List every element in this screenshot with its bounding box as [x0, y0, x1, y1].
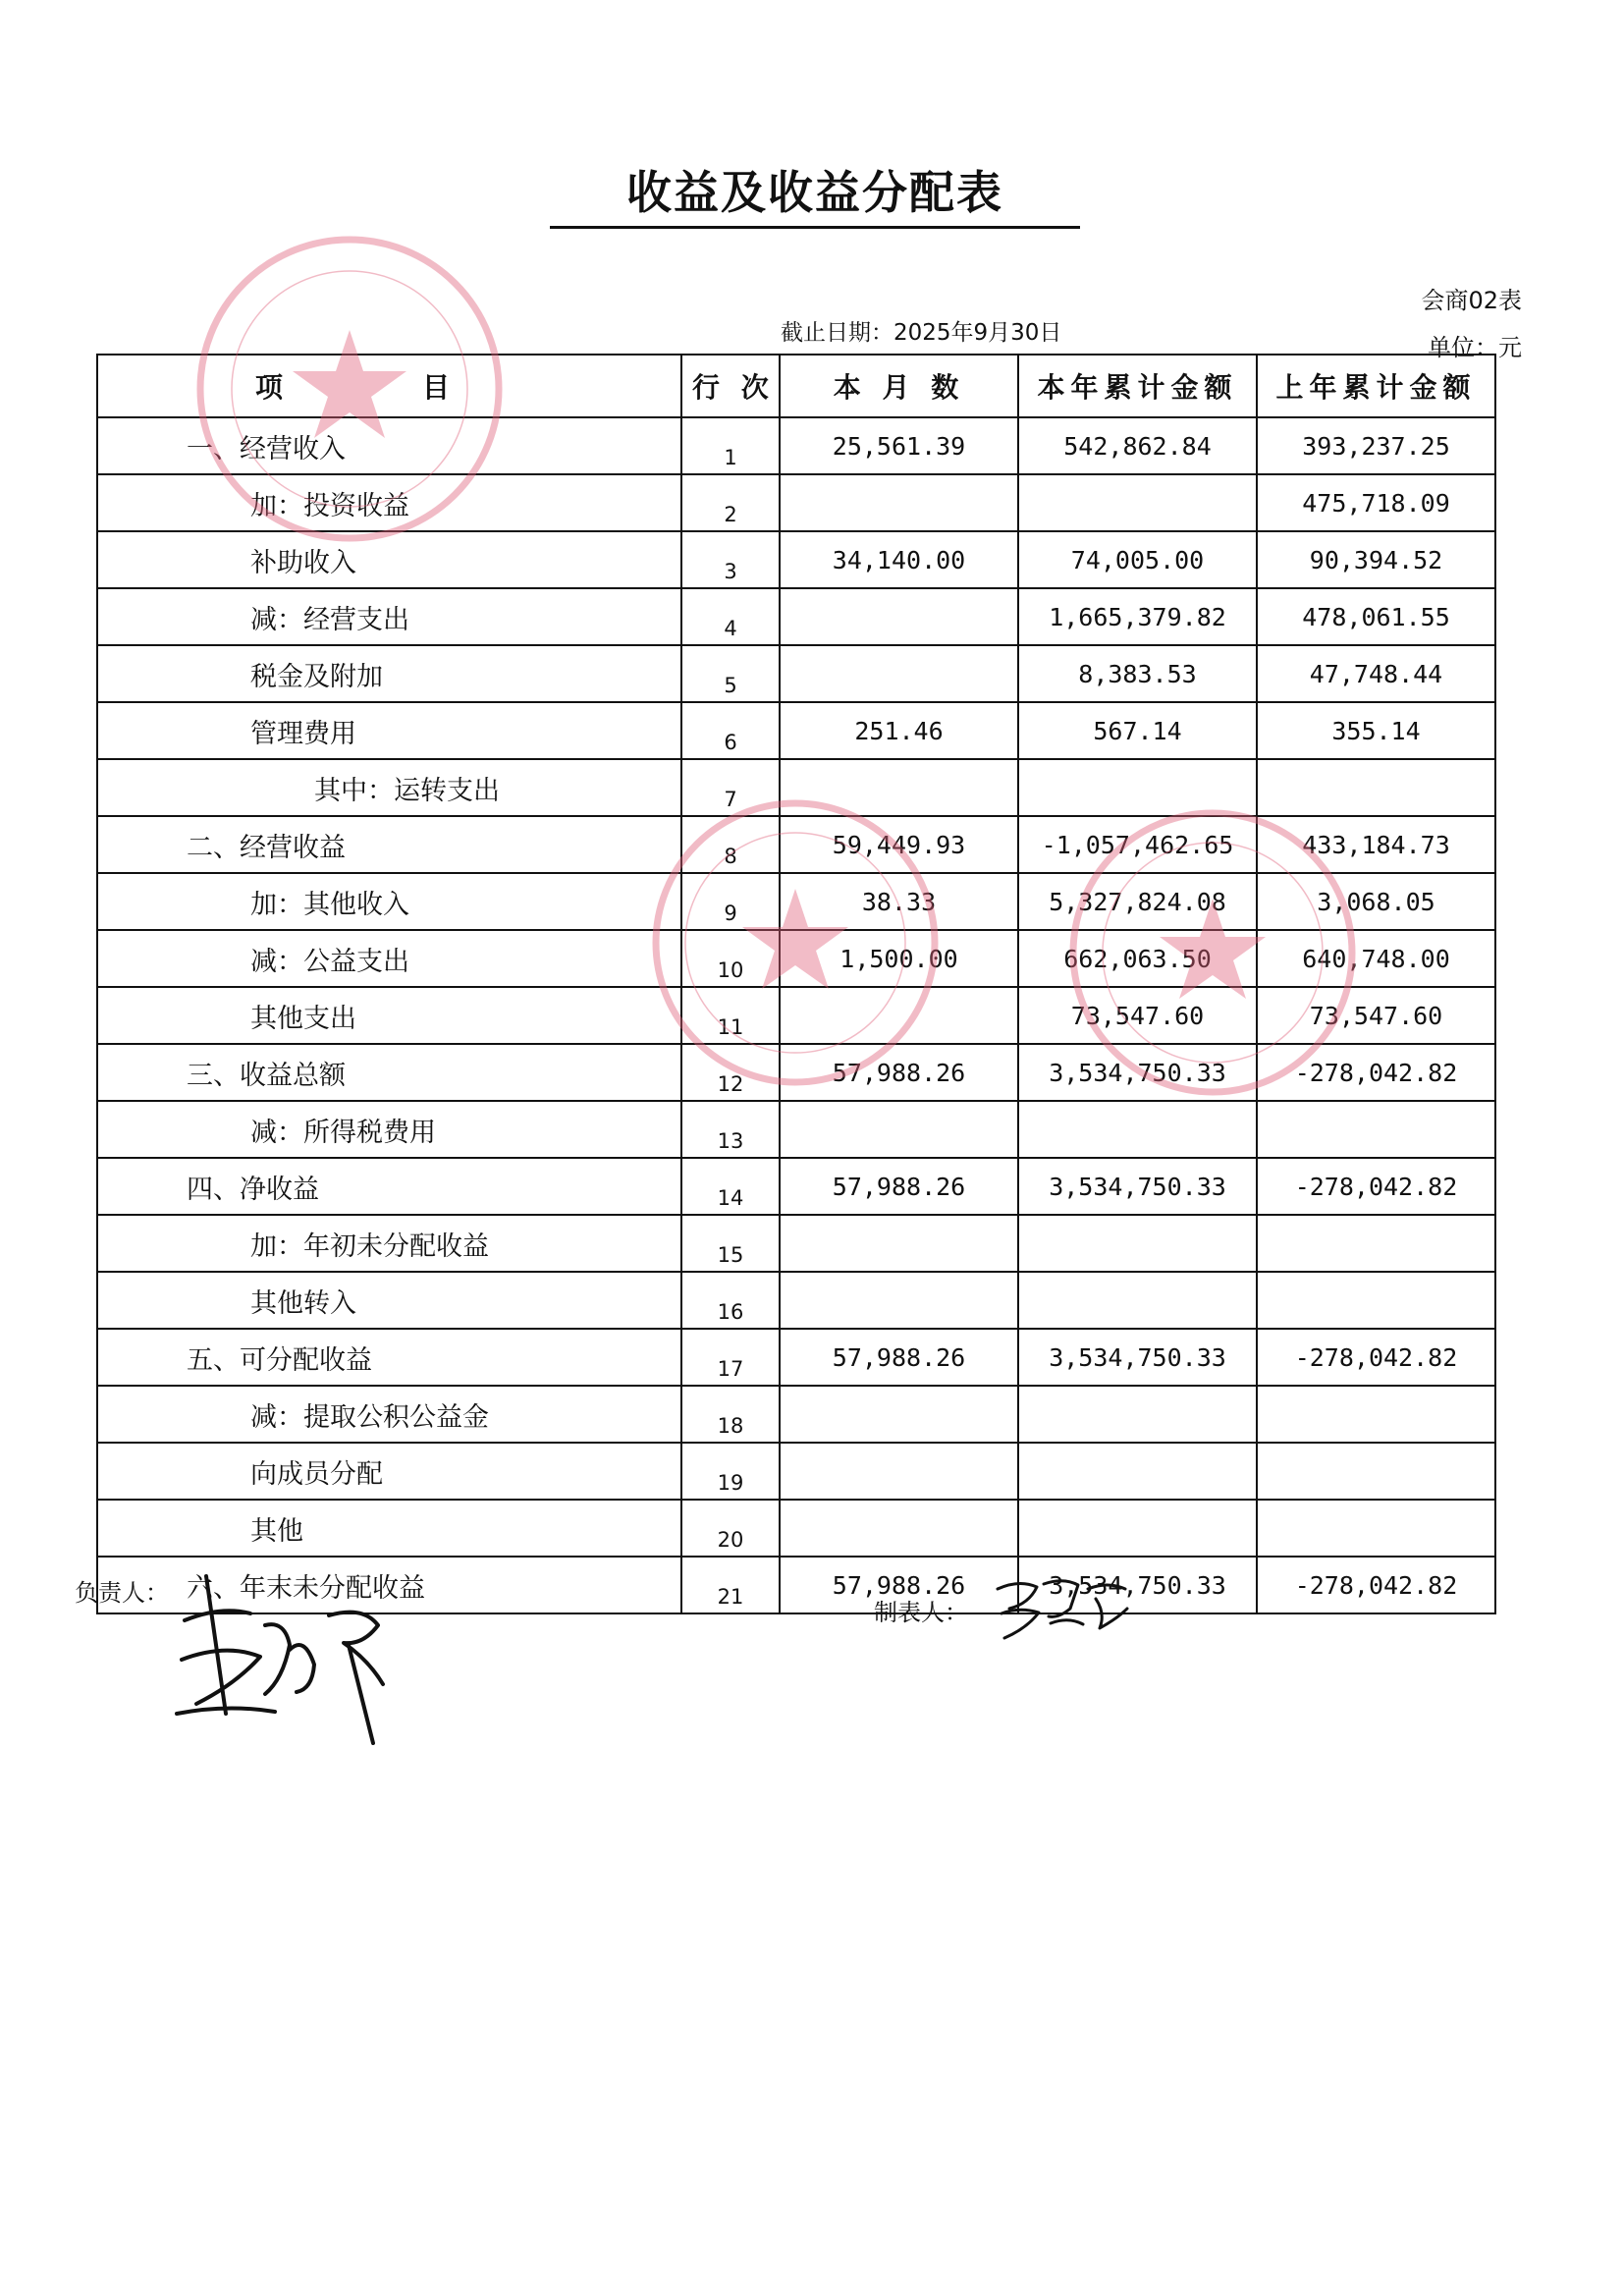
row-current-month: 57,988.26 — [780, 1158, 1018, 1215]
row-year-to-date: 3,534,750.33 — [1018, 1557, 1257, 1613]
table-row — [97, 1329, 1495, 1386]
row-line-number: 6 — [681, 702, 780, 759]
table-row — [97, 1101, 1495, 1158]
row-prior-year — [1257, 1386, 1495, 1443]
table-row — [97, 1386, 1495, 1443]
row-prior-year: -278,042.82 — [1257, 1557, 1495, 1613]
row-line-number: 13 — [681, 1101, 780, 1158]
column-header-item — [97, 355, 681, 417]
row-line-number: 7 — [681, 759, 780, 816]
table-row — [97, 759, 1495, 816]
row-prior-year: 3,068.05 — [1257, 873, 1495, 930]
currency-unit: 单位：元 — [1428, 334, 1522, 361]
row-prior-year: -278,042.82 — [1257, 1158, 1495, 1215]
row-year-to-date — [1018, 1215, 1257, 1272]
row-item-label: 补助收入 — [97, 531, 681, 588]
table-body — [97, 417, 1495, 1613]
row-current-month: 57,988.26 — [780, 1557, 1018, 1613]
row-current-month: 59,449.93 — [780, 816, 1018, 873]
row-current-month — [780, 1386, 1018, 1443]
row-prior-year: -278,042.82 — [1257, 1044, 1495, 1101]
row-current-month: 57,988.26 — [780, 1329, 1018, 1386]
row-prior-year — [1257, 1101, 1495, 1158]
table-header-row — [97, 355, 1495, 417]
row-item-label: 五、可分配收益 — [97, 1329, 681, 1386]
table-row — [97, 987, 1495, 1044]
row-year-to-date — [1018, 1101, 1257, 1158]
table-row — [97, 531, 1495, 588]
row-current-month — [780, 645, 1018, 702]
person-in-charge-label: 负责人： — [75, 1579, 169, 1607]
row-prior-year: -278,042.82 — [1257, 1329, 1495, 1386]
row-current-month: 34,140.00 — [780, 531, 1018, 588]
row-item-label: 其他 — [97, 1500, 681, 1557]
row-year-to-date: 74,005.00 — [1018, 531, 1257, 588]
row-line-number: 9 — [681, 873, 780, 930]
preparer-label: 制表人： — [874, 1599, 968, 1626]
form-code: 会商02表 — [1421, 287, 1522, 314]
table-row — [97, 816, 1495, 873]
row-year-to-date: -1,057,462.65 — [1018, 816, 1257, 873]
row-item-label: 减：所得税费用 — [97, 1101, 681, 1158]
table-row — [97, 1443, 1495, 1500]
row-current-month — [780, 588, 1018, 645]
row-line-number: 12 — [681, 1044, 780, 1101]
column-header-item-left: 项 — [255, 371, 284, 404]
row-item-label: 减：提取公积公益金 — [97, 1386, 681, 1443]
row-current-month: 25,561.39 — [780, 417, 1018, 474]
row-year-to-date — [1018, 1272, 1257, 1329]
row-item-label: 加：投资收益 — [97, 474, 681, 531]
row-item-label: 其他支出 — [97, 987, 681, 1044]
row-prior-year: 90,394.52 — [1257, 531, 1495, 588]
table-row — [97, 1215, 1495, 1272]
row-line-number: 8 — [681, 816, 780, 873]
table-row — [97, 873, 1495, 930]
row-prior-year — [1257, 759, 1495, 816]
row-year-to-date: 3,534,750.33 — [1018, 1329, 1257, 1386]
table-row — [97, 930, 1495, 987]
row-prior-year — [1257, 1215, 1495, 1272]
table-row — [97, 1272, 1495, 1329]
row-current-month: 38.33 — [780, 873, 1018, 930]
row-current-month: 1,500.00 — [780, 930, 1018, 987]
row-line-number: 1 — [681, 417, 780, 474]
row-current-month — [780, 759, 1018, 816]
row-prior-year: 478,061.55 — [1257, 588, 1495, 645]
income-distribution-table — [96, 354, 1496, 1614]
row-prior-year: 73,547.60 — [1257, 987, 1495, 1044]
row-item-label: 加：其他收入 — [97, 873, 681, 930]
table-row — [97, 702, 1495, 759]
row-line-number: 19 — [681, 1443, 780, 1500]
table-row — [97, 1500, 1495, 1557]
row-item-label: 减：经营支出 — [97, 588, 681, 645]
page-title: 收益及收益分配表 — [550, 157, 1080, 229]
column-header-line: 行 次 — [681, 355, 780, 417]
row-item-label: 六、年末未分配收益 — [97, 1557, 681, 1613]
row-prior-year: 393,237.25 — [1257, 417, 1495, 474]
row-current-month: 251.46 — [780, 702, 1018, 759]
row-current-month — [780, 1272, 1018, 1329]
table-row — [97, 588, 1495, 645]
row-line-number: 21 — [681, 1557, 780, 1613]
row-year-to-date: 73,547.60 — [1018, 987, 1257, 1044]
row-year-to-date: 567.14 — [1018, 702, 1257, 759]
table-row — [97, 1044, 1495, 1101]
row-current-month — [780, 1215, 1018, 1272]
row-line-number: 14 — [681, 1158, 780, 1215]
row-current-month — [780, 1101, 1018, 1158]
row-line-number: 20 — [681, 1500, 780, 1557]
row-prior-year: 475,718.09 — [1257, 474, 1495, 531]
row-item-label: 减：公益支出 — [97, 930, 681, 987]
row-year-to-date: 3,534,750.33 — [1018, 1044, 1257, 1101]
row-item-label: 三、收益总额 — [97, 1044, 681, 1101]
row-prior-year: 640,748.00 — [1257, 930, 1495, 987]
row-year-to-date: 542,862.84 — [1018, 417, 1257, 474]
row-prior-year: 355.14 — [1257, 702, 1495, 759]
row-line-number: 4 — [681, 588, 780, 645]
row-line-number: 15 — [681, 1215, 780, 1272]
row-line-number: 18 — [681, 1386, 780, 1443]
row-current-month — [780, 1443, 1018, 1500]
table-row — [97, 474, 1495, 531]
row-year-to-date: 5,327,824.08 — [1018, 873, 1257, 930]
row-current-month — [780, 1500, 1018, 1557]
row-line-number: 10 — [681, 930, 780, 987]
row-year-to-date: 662,063.50 — [1018, 930, 1257, 987]
row-year-to-date — [1018, 1443, 1257, 1500]
row-year-to-date: 8,383.53 — [1018, 645, 1257, 702]
row-line-number: 17 — [681, 1329, 780, 1386]
row-item-label: 其中：运转支出 — [97, 759, 681, 816]
column-header-ytd: 本年累计金额 — [1018, 355, 1257, 417]
row-current-month — [780, 474, 1018, 531]
row-current-month — [780, 987, 1018, 1044]
preparer-signature — [990, 1569, 1137, 1648]
row-year-to-date: 1,665,379.82 — [1018, 588, 1257, 645]
row-line-number: 2 — [681, 474, 780, 531]
report-date: 截止日期：2025年9月30日 — [781, 320, 1062, 346]
row-item-label: 二、经营收益 — [97, 816, 681, 873]
row-prior-year — [1257, 1500, 1495, 1557]
row-line-number: 11 — [681, 987, 780, 1044]
row-prior-year: 433,184.73 — [1257, 816, 1495, 873]
row-prior-year — [1257, 1272, 1495, 1329]
row-year-to-date — [1018, 759, 1257, 816]
table-row — [97, 645, 1495, 702]
row-item-label: 向成员分配 — [97, 1443, 681, 1500]
row-item-label: 其他转入 — [97, 1272, 681, 1329]
column-header-month: 本 月 数 — [780, 355, 1018, 417]
table-row — [97, 417, 1495, 474]
row-line-number: 3 — [681, 531, 780, 588]
person-in-charge-signature — [167, 1566, 403, 1753]
row-prior-year — [1257, 1443, 1495, 1500]
row-item-label: 税金及附加 — [97, 645, 681, 702]
row-year-to-date — [1018, 1500, 1257, 1557]
row-current-month: 57,988.26 — [780, 1044, 1018, 1101]
row-year-to-date — [1018, 1386, 1257, 1443]
row-year-to-date — [1018, 474, 1257, 531]
row-year-to-date: 3,534,750.33 — [1018, 1158, 1257, 1215]
row-item-label: 管理费用 — [97, 702, 681, 759]
row-item-label: 四、净收益 — [97, 1158, 681, 1215]
row-line-number: 16 — [681, 1272, 780, 1329]
column-header-prior-year: 上年累计金额 — [1257, 355, 1495, 417]
row-item-label: 加：年初未分配收益 — [97, 1215, 681, 1272]
row-prior-year: 47,748.44 — [1257, 645, 1495, 702]
row-item-label: 一、经营收入 — [97, 417, 681, 474]
row-line-number: 5 — [681, 645, 780, 702]
column-header-item-right: 目 — [422, 371, 451, 404]
table-row — [97, 1158, 1495, 1215]
